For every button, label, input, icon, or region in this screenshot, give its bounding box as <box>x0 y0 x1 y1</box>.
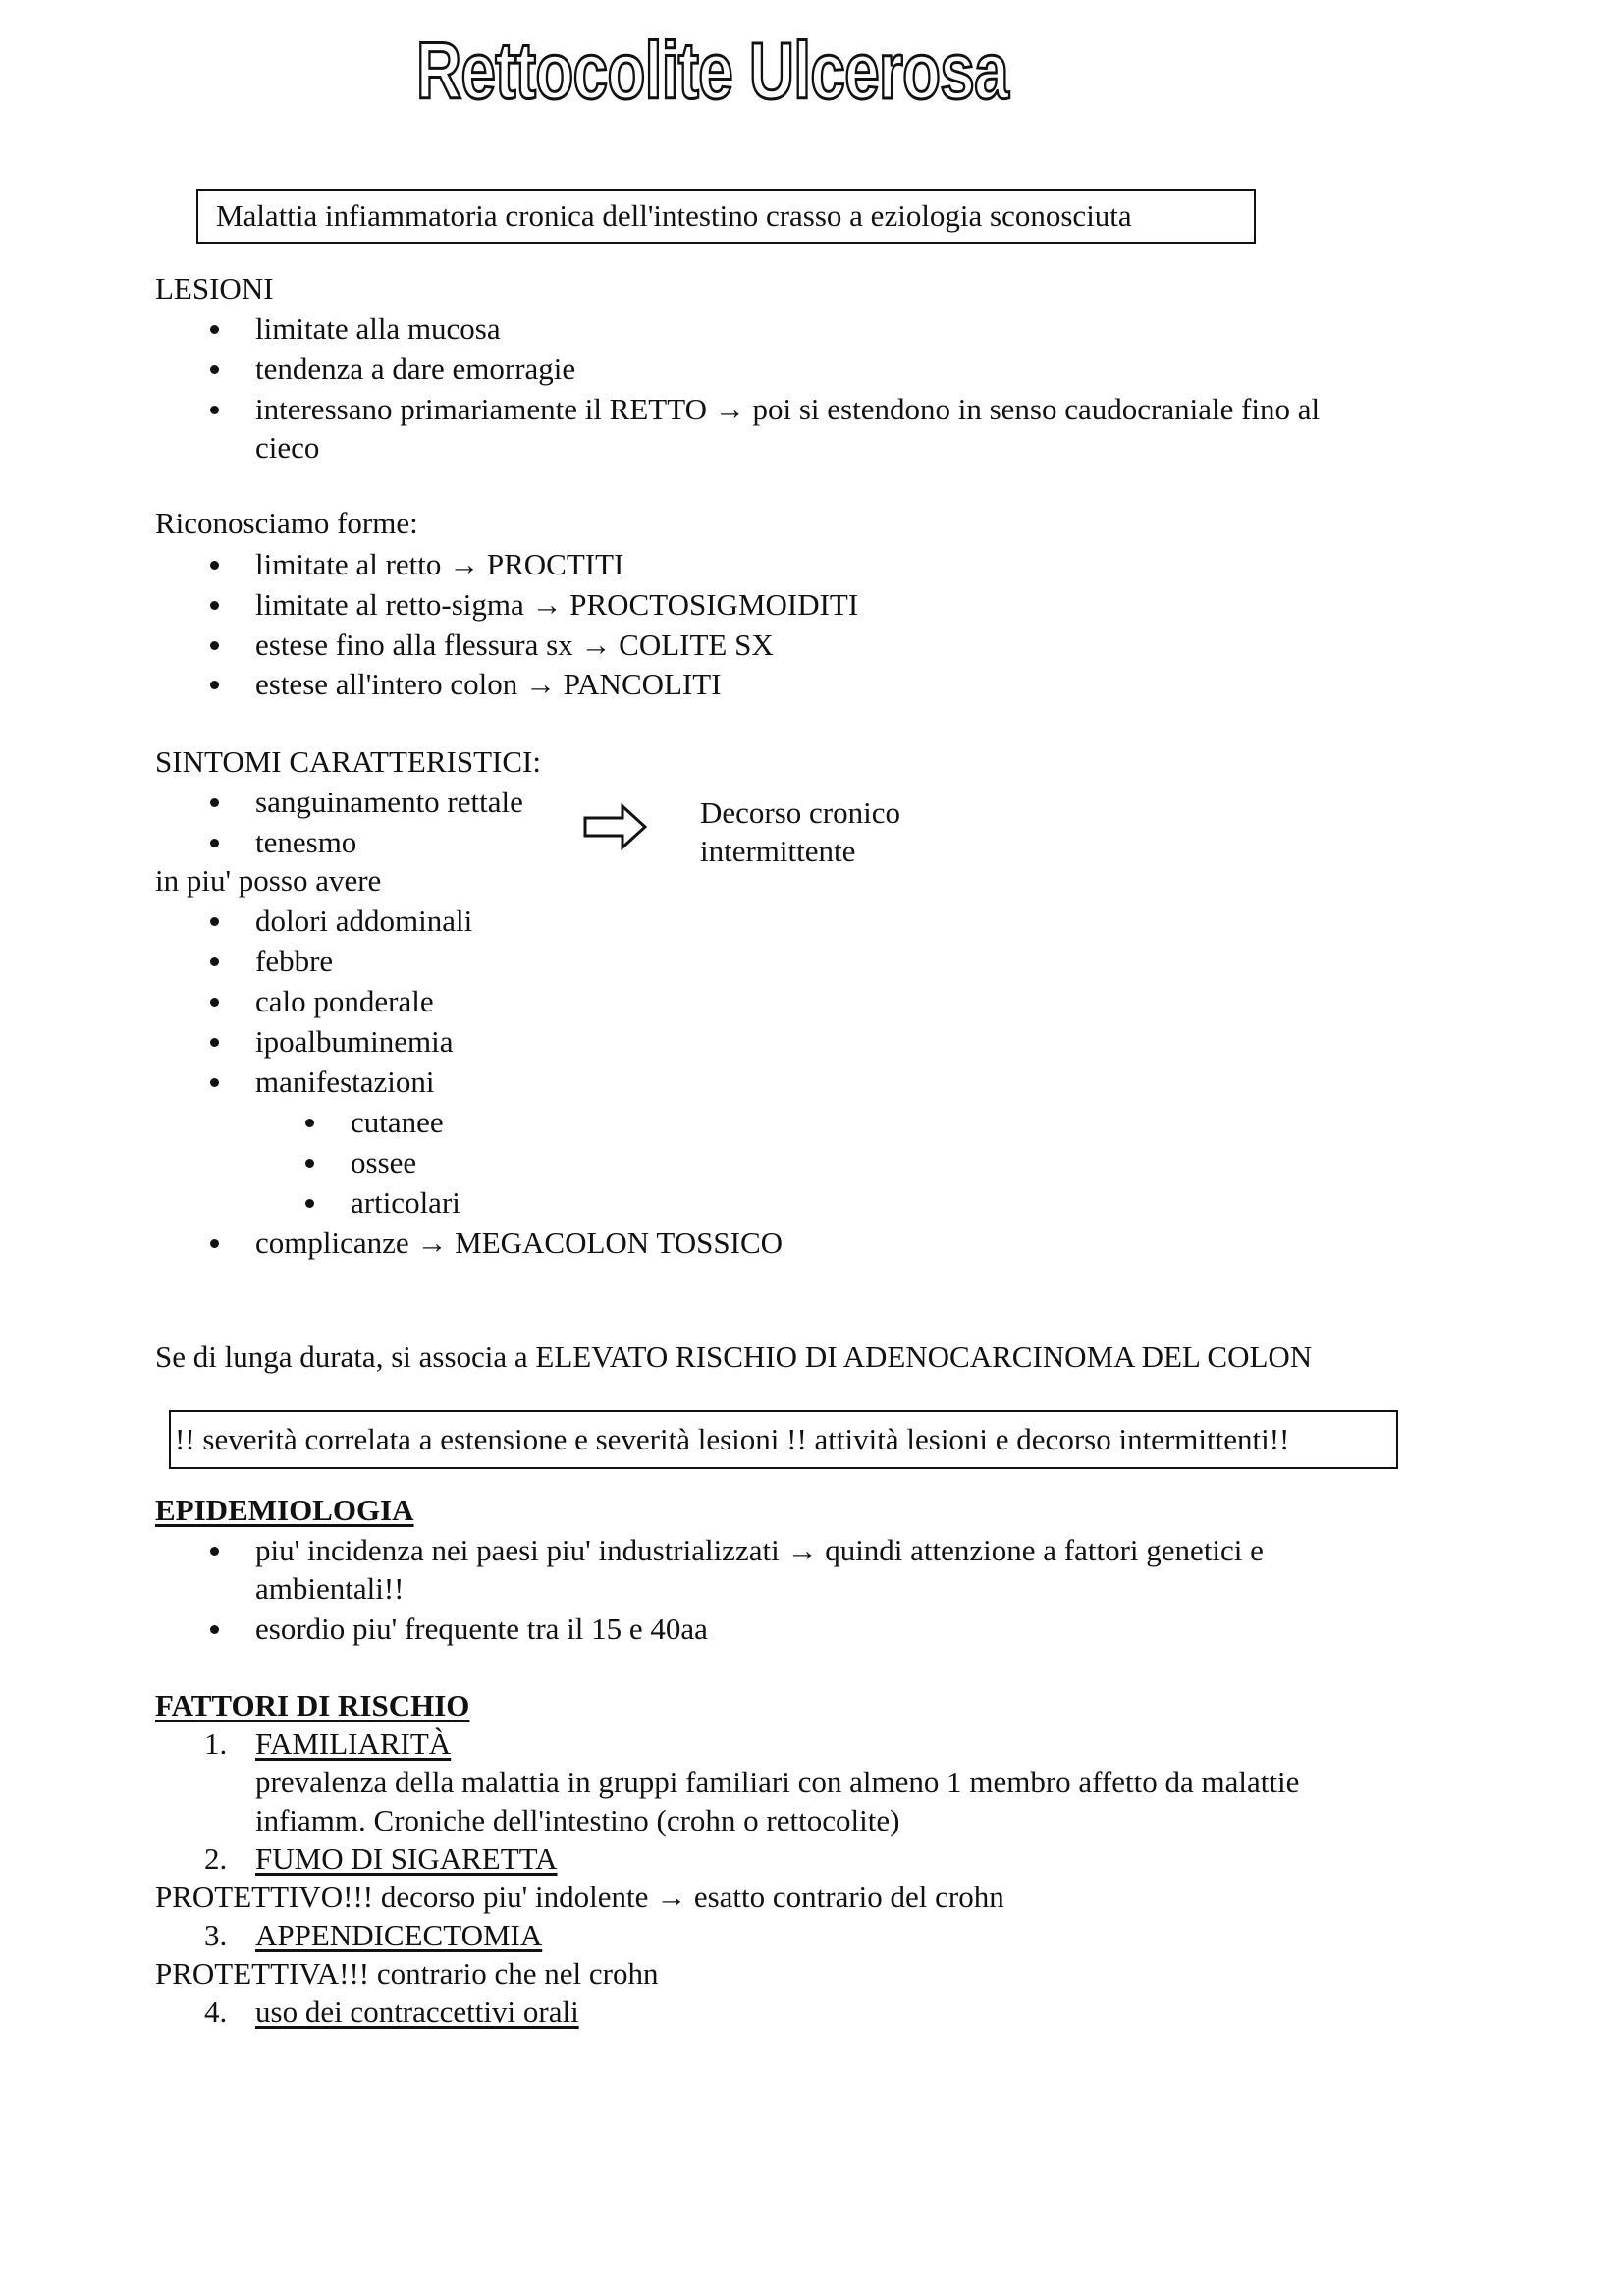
forme-heading: Riconosciamo forme: <box>155 506 418 540</box>
decorso-note-line1: Decorso cronico <box>700 795 900 830</box>
lesioni-item: tendenza a dare emorragie <box>255 350 575 389</box>
fattori-number: 2. <box>204 1841 228 1876</box>
fattori-label-familiarita: FAMILIARITÀ <box>255 1726 452 1761</box>
fumo-note: PROTETTIVO!!! decorso piu' indolente → esatto contrario del crohn <box>155 1880 1004 1914</box>
fattori-number: 3. <box>204 1918 228 1952</box>
right-arrow-icon <box>583 803 648 850</box>
decorso-note-line2: intermittente <box>700 834 856 868</box>
rischio-note: Se di lunga durata, si associa a ELEVATO RISCHIO DI ADENOCARCINOMA DEL COLON <box>155 1339 1313 1374</box>
forme-item: limitate al retto → PROCTITI <box>255 545 623 584</box>
sintomi-sub-item: ossee <box>351 1143 416 1182</box>
epidemiologia-item: piu' incidenza nei paesi piu' industrializzati → quindi attenzione a fattori genetici e <box>255 1531 1264 1570</box>
forme-item: estese all'intero colon → PANCOLITI <box>255 665 722 704</box>
epidemiologia-item-continuation: ambientali!! <box>255 1571 405 1606</box>
lesioni-item: limitate alla mucosa <box>255 309 501 349</box>
epidemiologia-heading: EPIDEMIOLOGIA <box>155 1493 414 1527</box>
familiarita-description: prevalenza della malattia in gruppi familiari con almeno 1 membro affetto da malattie <box>255 1765 1300 1799</box>
severita-text: !! severità correlata a estensione e severità lesioni !! attività lesioni e decorso intermittenti!! <box>175 1422 1290 1456</box>
page-title: Rettocolite Ulcerosa <box>416 27 1008 116</box>
definition-box <box>196 189 1256 244</box>
sintomi-heading: SINTOMI CARATTERISTICI: <box>155 744 541 779</box>
sintomi-extra-item: calo ponderale <box>255 982 434 1021</box>
lesioni-item: interessano primariamente il RETTO → poi si estendono in senso caudocraniale fino al <box>255 390 1320 429</box>
fattori-number: 1. <box>204 1726 228 1761</box>
fattori-heading: FATTORI DI RISCHIO <box>155 1688 470 1722</box>
fattori-label-appendicectomia: APPENDICECTOMIA <box>255 1918 543 1952</box>
forme-item: limitate al retto-sigma → PROCTOSIGMOIDITI <box>255 585 858 625</box>
fattori-label-contraccettivi: uso dei contraccettivi orali <box>255 1995 579 2029</box>
familiarita-description: infiamm. Croniche dell'intestino (crohn o rettocolite) <box>255 1803 900 1837</box>
appendicectomia-note: PROTETTIVA!!! contrario che nel crohn <box>155 1956 659 1991</box>
lesioni-heading: LESIONI <box>155 271 274 305</box>
sintomi-extra-item: manifestazioni <box>255 1063 435 1102</box>
forme-item: estese fino alla flessura sx → COLITE SX <box>255 626 774 665</box>
complicanze-item: complicanze → MEGACOLON TOSSICO <box>255 1224 783 1263</box>
sintomi-extra-item: dolori addominali <box>255 902 472 941</box>
sintomi-sub-item: cutanee <box>351 1103 444 1142</box>
sintomi-extra-item: febbre <box>255 942 333 981</box>
sintomi-sub-item: articolari <box>351 1183 460 1223</box>
fattori-label-fumo: FUMO DI SIGARETTA <box>255 1841 558 1876</box>
sintomi-item: tenesmo <box>255 823 356 862</box>
definition-text: Malattia infiammatoria cronica dell'intestino crasso a eziologia sconosciuta <box>216 198 1132 233</box>
severita-box <box>169 1410 1398 1469</box>
lesioni-item-continuation: cieco <box>255 430 320 465</box>
sintomi-extra-heading: in piu' posso avere <box>155 863 382 898</box>
sintomi-item: sanguinamento rettale <box>255 783 523 822</box>
epidemiologia-item: esordio piu' frequente tra il 15 e 40aa <box>255 1610 708 1649</box>
sintomi-extra-item: ipoalbuminemia <box>255 1022 453 1062</box>
fattori-number: 4. <box>204 1995 228 2029</box>
